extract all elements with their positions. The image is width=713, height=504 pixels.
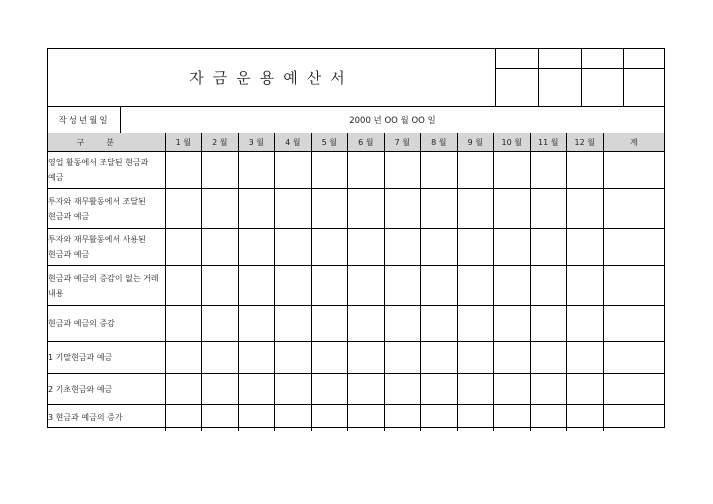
month-header: 7 월 bbox=[384, 133, 421, 152]
month-cell[interactable] bbox=[165, 374, 202, 405]
month-cell[interactable] bbox=[238, 342, 275, 374]
month-cell[interactable] bbox=[165, 266, 202, 306]
month-cell[interactable] bbox=[348, 306, 385, 342]
month-cell[interactable] bbox=[202, 266, 239, 306]
month-cell[interactable] bbox=[494, 342, 531, 374]
month-cell[interactable] bbox=[202, 189, 239, 229]
month-cell[interactable] bbox=[421, 189, 458, 229]
month-cell[interactable] bbox=[567, 189, 604, 229]
month-cell[interactable] bbox=[457, 229, 494, 266]
month-cell[interactable] bbox=[530, 266, 567, 306]
month-cell[interactable] bbox=[165, 306, 202, 342]
month-cell[interactable] bbox=[421, 229, 458, 266]
approval-cell bbox=[581, 69, 623, 106]
month-header: 3 월 bbox=[238, 133, 275, 152]
table-row bbox=[48, 405, 664, 431]
month-cell[interactable] bbox=[202, 342, 239, 374]
total-cell[interactable] bbox=[603, 266, 664, 306]
month-cell[interactable] bbox=[530, 405, 567, 431]
total-cell[interactable] bbox=[603, 152, 664, 189]
month-cell[interactable] bbox=[384, 152, 421, 189]
total-cell[interactable] bbox=[603, 374, 664, 405]
month-cell[interactable] bbox=[202, 405, 239, 431]
table-row bbox=[48, 374, 664, 405]
month-cell[interactable] bbox=[384, 266, 421, 306]
month-cell[interactable] bbox=[165, 152, 202, 189]
month-cell[interactable] bbox=[311, 189, 348, 229]
month-cell[interactable] bbox=[457, 342, 494, 374]
month-cell[interactable] bbox=[494, 374, 531, 405]
month-cell[interactable] bbox=[457, 306, 494, 342]
month-cell[interactable] bbox=[530, 306, 567, 342]
month-cell[interactable] bbox=[238, 266, 275, 306]
date-value: 2000 년 OO 월 OO 일 bbox=[349, 115, 436, 126]
month-cell[interactable] bbox=[348, 152, 385, 189]
budget-sheet bbox=[47, 48, 665, 428]
category-header: 구분 bbox=[48, 133, 165, 152]
month-cell[interactable] bbox=[567, 374, 604, 405]
approval-box bbox=[495, 49, 665, 106]
month-cell[interactable] bbox=[165, 229, 202, 266]
total-cell[interactable] bbox=[603, 405, 664, 431]
month-cell[interactable] bbox=[384, 229, 421, 266]
month-header: 4 월 bbox=[275, 133, 312, 152]
row-label: 현금과 예금의 증감 bbox=[48, 306, 165, 342]
month-cell[interactable] bbox=[384, 306, 421, 342]
month-header: 9 월 bbox=[457, 133, 494, 152]
month-cell[interactable] bbox=[311, 405, 348, 431]
month-cell[interactable] bbox=[567, 306, 604, 342]
month-cell[interactable] bbox=[567, 342, 604, 374]
month-cell[interactable] bbox=[494, 152, 531, 189]
row-label: 현금과 예금의 증감이 없는 거래 내용 bbox=[48, 266, 165, 306]
month-cell[interactable] bbox=[421, 152, 458, 189]
month-cell[interactable] bbox=[275, 374, 312, 405]
month-cell[interactable] bbox=[457, 152, 494, 189]
month-cell[interactable] bbox=[238, 374, 275, 405]
month-cell[interactable] bbox=[311, 374, 348, 405]
month-cell[interactable] bbox=[311, 306, 348, 342]
month-cell[interactable] bbox=[311, 152, 348, 189]
row-label: 2 기초현금와 예금 bbox=[48, 374, 165, 405]
month-cell[interactable] bbox=[494, 266, 531, 306]
month-cell[interactable] bbox=[165, 342, 202, 374]
month-cell[interactable] bbox=[530, 152, 567, 189]
month-cell[interactable] bbox=[457, 374, 494, 405]
month-cell[interactable] bbox=[238, 306, 275, 342]
month-header: 10 월 bbox=[494, 133, 531, 152]
month-cell[interactable] bbox=[275, 266, 312, 306]
table-row bbox=[48, 342, 664, 374]
month-header: 1 월 bbox=[165, 133, 202, 152]
table-row bbox=[48, 189, 664, 229]
month-cell[interactable] bbox=[457, 405, 494, 431]
sheet-header bbox=[48, 49, 664, 107]
month-cell[interactable] bbox=[348, 189, 385, 229]
month-cell[interactable] bbox=[348, 229, 385, 266]
month-cell[interactable] bbox=[494, 405, 531, 431]
month-cell[interactable] bbox=[494, 229, 531, 266]
month-cell[interactable] bbox=[275, 189, 312, 229]
month-header: 6 월 bbox=[348, 133, 385, 152]
table-row bbox=[48, 266, 664, 306]
month-cell[interactable] bbox=[494, 189, 531, 229]
month-cell[interactable] bbox=[530, 342, 567, 374]
month-cell[interactable] bbox=[348, 342, 385, 374]
month-cell[interactable] bbox=[311, 229, 348, 266]
month-cell[interactable] bbox=[275, 405, 312, 431]
budget-table bbox=[48, 133, 664, 431]
month-header: 12 월 bbox=[567, 133, 604, 152]
month-cell[interactable] bbox=[348, 266, 385, 306]
month-cell[interactable] bbox=[421, 266, 458, 306]
total-cell[interactable] bbox=[603, 229, 664, 266]
month-cell[interactable] bbox=[275, 342, 312, 374]
total-cell[interactable] bbox=[603, 306, 664, 342]
header-row bbox=[48, 133, 664, 152]
approval-cell bbox=[496, 69, 538, 106]
approval-cell bbox=[538, 49, 580, 69]
author-date-label: 작성년월일 bbox=[48, 106, 121, 133]
month-cell[interactable] bbox=[311, 266, 348, 306]
month-cell[interactable] bbox=[202, 229, 239, 266]
month-header: 11 월 bbox=[530, 133, 567, 152]
month-cell[interactable] bbox=[421, 306, 458, 342]
document-title: 자금운용예산서 bbox=[189, 69, 354, 87]
month-cell[interactable] bbox=[275, 229, 312, 266]
row-label: 3 현금과 예금의 증가 bbox=[48, 405, 165, 431]
month-cell[interactable] bbox=[311, 342, 348, 374]
month-cell[interactable] bbox=[530, 189, 567, 229]
month-header: 8 월 bbox=[421, 133, 458, 152]
month-cell[interactable] bbox=[421, 342, 458, 374]
month-cell[interactable] bbox=[348, 374, 385, 405]
month-cell[interactable] bbox=[384, 342, 421, 374]
month-cell[interactable] bbox=[530, 374, 567, 405]
month-cell[interactable] bbox=[202, 306, 239, 342]
table-row bbox=[48, 306, 664, 342]
approval-cell bbox=[581, 49, 623, 69]
row-label: 1 기말현금과 예금 bbox=[48, 342, 165, 374]
table-row bbox=[48, 152, 664, 189]
table-row bbox=[48, 229, 664, 266]
month-cell[interactable] bbox=[567, 405, 604, 431]
row-label: 투자와 재무활동에서 사용된 현금과 예금 bbox=[48, 229, 165, 266]
month-cell[interactable] bbox=[165, 405, 202, 431]
month-cell[interactable] bbox=[567, 152, 604, 189]
month-cell[interactable] bbox=[567, 266, 604, 306]
total-cell[interactable] bbox=[603, 342, 664, 374]
month-cell[interactable] bbox=[421, 405, 458, 431]
month-cell[interactable] bbox=[457, 189, 494, 229]
total-header: 계 bbox=[603, 133, 664, 152]
total-cell[interactable] bbox=[603, 189, 664, 229]
month-cell[interactable] bbox=[384, 189, 421, 229]
row-label: 투자와 재무활동에서 조달된 현금과 예금 bbox=[48, 189, 165, 229]
month-cell[interactable] bbox=[530, 229, 567, 266]
month-cell[interactable] bbox=[238, 189, 275, 229]
month-cell[interactable] bbox=[384, 374, 421, 405]
month-cell[interactable] bbox=[238, 405, 275, 431]
month-cell[interactable] bbox=[238, 229, 275, 266]
month-cell[interactable] bbox=[457, 266, 494, 306]
approval-cell bbox=[538, 69, 580, 106]
month-header: 5 월 bbox=[311, 133, 348, 152]
approval-cell bbox=[496, 49, 538, 69]
month-cell[interactable] bbox=[567, 229, 604, 266]
month-cell[interactable] bbox=[275, 152, 312, 189]
month-cell[interactable] bbox=[165, 189, 202, 229]
month-header: 2 월 bbox=[202, 133, 239, 152]
month-cell[interactable] bbox=[275, 306, 312, 342]
date-row bbox=[48, 106, 664, 134]
month-cell[interactable] bbox=[494, 306, 531, 342]
month-cell[interactable] bbox=[421, 374, 458, 405]
month-cell[interactable] bbox=[202, 152, 239, 189]
approval-cell bbox=[623, 69, 665, 106]
month-cell[interactable] bbox=[348, 405, 385, 431]
month-cell[interactable] bbox=[202, 374, 239, 405]
approval-cell bbox=[623, 49, 665, 69]
month-cell[interactable] bbox=[384, 405, 421, 431]
row-label: 영업 활동에서 조달된 현금과 예금 bbox=[48, 152, 165, 189]
month-cell[interactable] bbox=[238, 152, 275, 189]
